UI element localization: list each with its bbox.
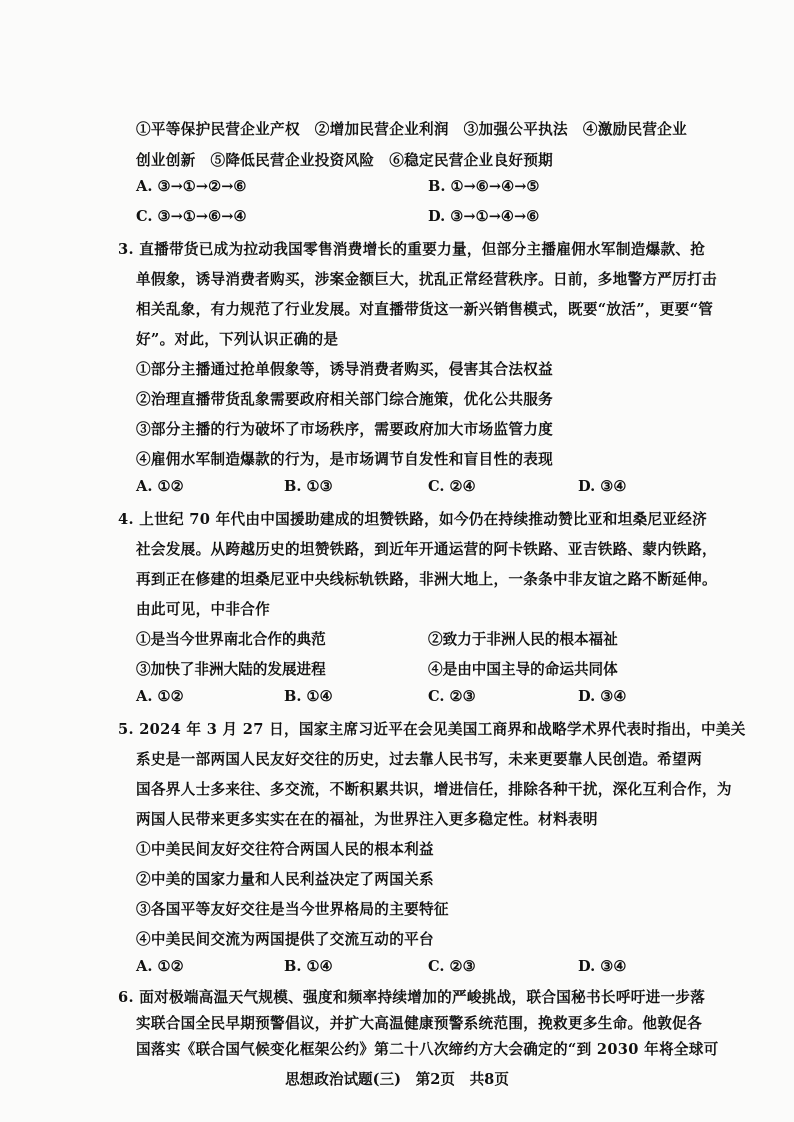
q3-item-1: ①部分主播通过抢单假象等，诱导消费者购买，侵害其合法权益: [136, 361, 554, 378]
q3-option-b: B. ①③: [284, 478, 333, 495]
q5-stem-line-4: 两国人民带来更多实实在在的福祉，为世界注入更多稳定性。材料表明: [136, 811, 598, 828]
q4-stem-line-4: 由此可见，中非合作: [136, 601, 271, 618]
q2-option-c: C. ③→①→⑥→④: [136, 208, 247, 225]
page-footer: 思想政治试题(三) 第2页 共8页: [285, 1071, 509, 1088]
q4-option-a: A. ①②: [136, 688, 184, 705]
q3-stem-line-1: 3. 直播带货已成为拉动我国零售消费增长的重要力量，但部分主播雇佣水军制造爆款、抢: [118, 241, 706, 258]
q5-stem-line-1: 5. 2024 年 3 月 27 日，国家主席习近平在会见美国工商界和战略学术界代表时指出，中美关: [118, 721, 746, 738]
q3-option-c: C. ②④: [428, 478, 476, 495]
q5-item-3: ③各国平等友好交往是当今世界格局的主要特征: [136, 901, 449, 918]
q2-option-a: A. ③→①→②→⑥: [136, 178, 247, 195]
q5-option-b: B. ①④: [284, 958, 333, 975]
q5-stem-line-3: 国各界人士多来往、多交流，不断积累共识，增进信任，排除各种干扰，深化互利合作，为: [136, 781, 732, 798]
q4-stem-line-1: 4. 上世纪 70 年代由中国援助建成的坦赞铁路，如今仍在持续推动赞比亚和坦桑尼亚经济: [118, 511, 708, 528]
q4-item-2: ②致力于非洲人民的根本福祉: [428, 631, 618, 648]
q4-item-1: ①是当今世界南北合作的典范: [136, 631, 326, 648]
q3-item-3: ③部分主播的行为破坏了市场秩序，需要政府加大市场监管力度: [136, 421, 554, 438]
q4-item-4: ④是由中国主导的命运共同体: [428, 661, 618, 678]
q5-item-1: ①中美民间友好交往符合两国人民的根本利益: [136, 841, 434, 858]
q3-option-a: A. ①②: [136, 478, 184, 495]
q5-stem-line-2: 系史是一部两国人民友好交往的历史，过去靠人民书写，未来更要靠人民创造。希望两: [136, 751, 702, 768]
q5-option-c: C. ②③: [428, 958, 476, 975]
q3-item-4: ④雇佣水军制造爆款的行为，是市场调节自发性和盲目性的表现: [136, 451, 554, 468]
q3-stem-line-4: 好”。对此，下列认识正确的是: [136, 331, 339, 348]
q2-items-line-1: ①平等保护民营企业产权 ②增加民营企业利润 ③加强公平执法 ④激励民营企业: [136, 121, 688, 138]
q6-stem-line-1: 6. 面对极端高温天气规模、强度和频率持续增加的严峻挑战，联合国秘书长呼吁进一步落: [118, 989, 706, 1006]
q6-stem-line-3: 国落实《联合国气候变化框架公约》第二十八次缔约方大会确定的“到 2030 年将全球可: [136, 1041, 719, 1058]
q4-option-b: B. ①④: [284, 688, 333, 705]
q2-items-line-2: 创业创新 ⑤降低民营企业投资风险 ⑥稳定民营企业良好预期: [136, 152, 554, 169]
q5-item-2: ②中美的国家力量和人民利益决定了两国关系: [136, 871, 434, 888]
q3-item-2: ②治理直播带货乱象需要政府相关部门综合施策，优化公共服务: [136, 391, 554, 408]
q6-stem-line-2: 实联合国全民早期预警倡议，并扩大高温健康预警系统范围，挽救更多生命。他敦促各: [136, 1015, 702, 1032]
q4-option-d: D. ③④: [578, 688, 627, 705]
q5-option-a: A. ①②: [136, 958, 184, 975]
q3-stem-line-3: 相关乱象，有力规范了行业发展。对直播带货这一新兴销售模式，既要“放活”，更要“管: [136, 301, 714, 318]
q2-option-b: B. ①→⑥→④→⑤: [428, 178, 540, 195]
q3-stem-line-2: 单假象，诱导消费者购买，涉案金额巨大，扰乱正常经营秩序。日前，多地警方严厉打击: [136, 271, 717, 288]
q4-stem-line-2: 社会发展。从跨越历史的坦赞铁路，到近年开通运营的阿卡铁路、亚吉铁路、蒙内铁路，: [136, 541, 717, 558]
q2-option-d: D. ③→①→④→⑥: [428, 208, 540, 225]
q5-item-4: ④中美民间交流为两国提供了交流互动的平台: [136, 931, 434, 948]
q5-option-d: D. ③④: [578, 958, 627, 975]
q4-option-c: C. ②③: [428, 688, 476, 705]
q3-option-d: D. ③④: [578, 478, 627, 495]
q4-stem-line-3: 再到正在修建的坦桑尼亚中央线标轨铁路，非洲大地上，一条条中非友谊之路不断延伸。: [136, 571, 717, 588]
q4-item-3: ③加快了非洲大陆的发展进程: [136, 661, 326, 678]
